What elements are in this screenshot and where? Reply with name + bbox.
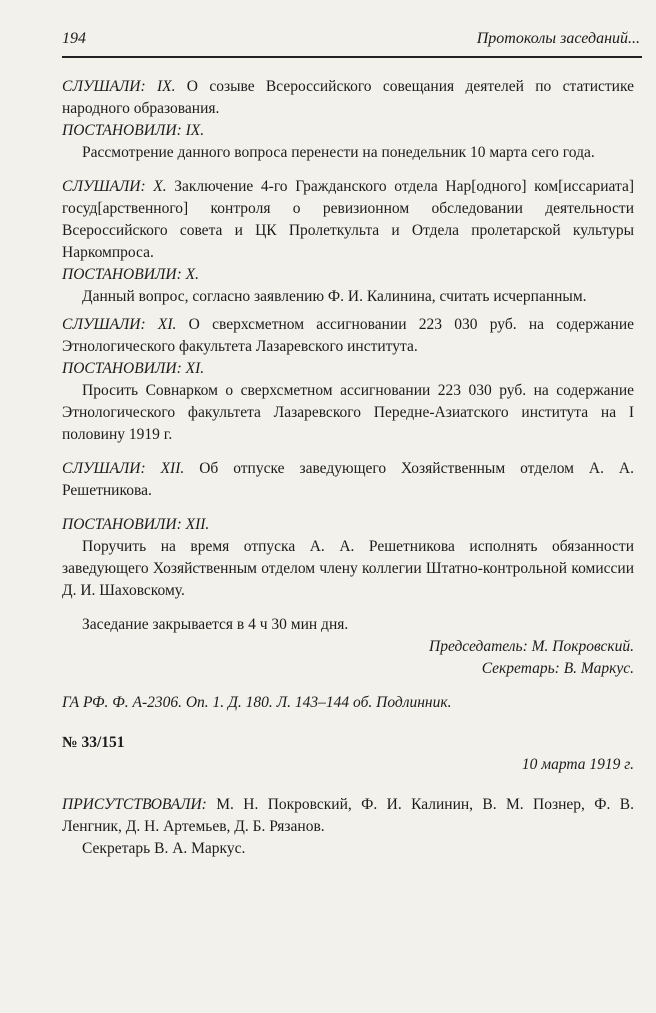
heard-label: СЛУШАЛИ: IX.: [62, 78, 176, 95]
document-date: 10 марта 1919 г.: [521, 756, 634, 773]
resolved-label-12: ПОСТАНОВИЛИ: XII.: [62, 516, 210, 533]
secretary-signature: Секретарь: В. Маркус.: [481, 660, 634, 677]
resolved-label-10: ПОСТАНОВИЛИ: X.: [62, 266, 199, 283]
running-title: Протоколы заседаний...: [476, 30, 640, 47]
present-text: М. Н. Покровский, Ф. И. Калинин, В. М. Познер, Ф. В. Ленгник, Д. Н. Артемьев, Д. Б. Рязанов.: [62, 796, 634, 835]
closing-line: Заседание закрывается в 4 ч 30 мин дня.: [82, 616, 349, 633]
heard-text: О сверхсметном ассигновании 223 030 руб. на содержание Этнологического факультета Лазаревского института.: [62, 316, 634, 355]
running-header: [62, 30, 640, 48]
heard-item-11: [62, 314, 634, 358]
heard-item-12: [62, 458, 634, 502]
document-body: [62, 76, 634, 860]
present-list: [62, 794, 634, 838]
resolved-text-12: Поручить на время отпуска А. А. Решетникова исполнять обязанности заведующего Хозяйственным отделом члену коллегии Штатно-контрольной комиссии Д. И. Шаховскому.: [62, 538, 634, 599]
secretary-line: Секретарь В. А. Маркус.: [82, 840, 246, 857]
heard-label: СЛУШАЛИ: XI.: [62, 316, 177, 333]
heard-label: СЛУШАЛИ: XII.: [62, 460, 185, 477]
heard-item-9: [62, 76, 634, 120]
heard-text: Об отпуске заведующего Хозяйственным отделом А. А. Решетникова.: [62, 460, 634, 499]
resolved-text-10: Данный вопрос, согласно заявлению Ф. И. Калинина, считать исчерпанным.: [82, 288, 587, 305]
present-label: ПРИСУТСТВОВАЛИ:: [62, 796, 207, 813]
heard-text: О созыве Всероссийского совещания деятелей по статистике народного образования.: [62, 78, 634, 117]
resolved-label-9: ПОСТАНОВИЛИ: IX.: [62, 122, 205, 139]
archive-reference: ГА РФ. Ф. А-2306. Оп. 1. Д. 180. Л. 143–144 об. Подлинник.: [62, 694, 452, 711]
document-number: № 33/151: [62, 734, 125, 751]
page-number: 194: [62, 30, 86, 47]
resolved-text-11: Просить Совнарком о сверхсметном ассигновании 223 030 руб. на содержание Этнологического факультета Лазаревского Передне-Азиатского института на I половину 1919 г.: [62, 382, 634, 443]
resolved-text-9: Рассмотрение данного вопроса перенести на понедельник 10 марта сего года.: [82, 144, 595, 161]
header-rule: [62, 56, 642, 58]
heard-text: Заключение 4-го Гражданского отдела Нар[одного] ком[иссариата] госуд[арственного] контроля о ревизионном обследовании деятельности Всероссийского совета и ЦК Пролеткульта и Отдела пролетарской культуры Наркомпроса.: [62, 178, 634, 261]
chairman-signature: Председатель: М. Покровский.: [429, 638, 634, 655]
heard-item-10: [62, 176, 634, 264]
resolved-label-11: ПОСТАНОВИЛИ: XI.: [62, 360, 205, 377]
heard-label: СЛУШАЛИ: X.: [62, 178, 167, 195]
